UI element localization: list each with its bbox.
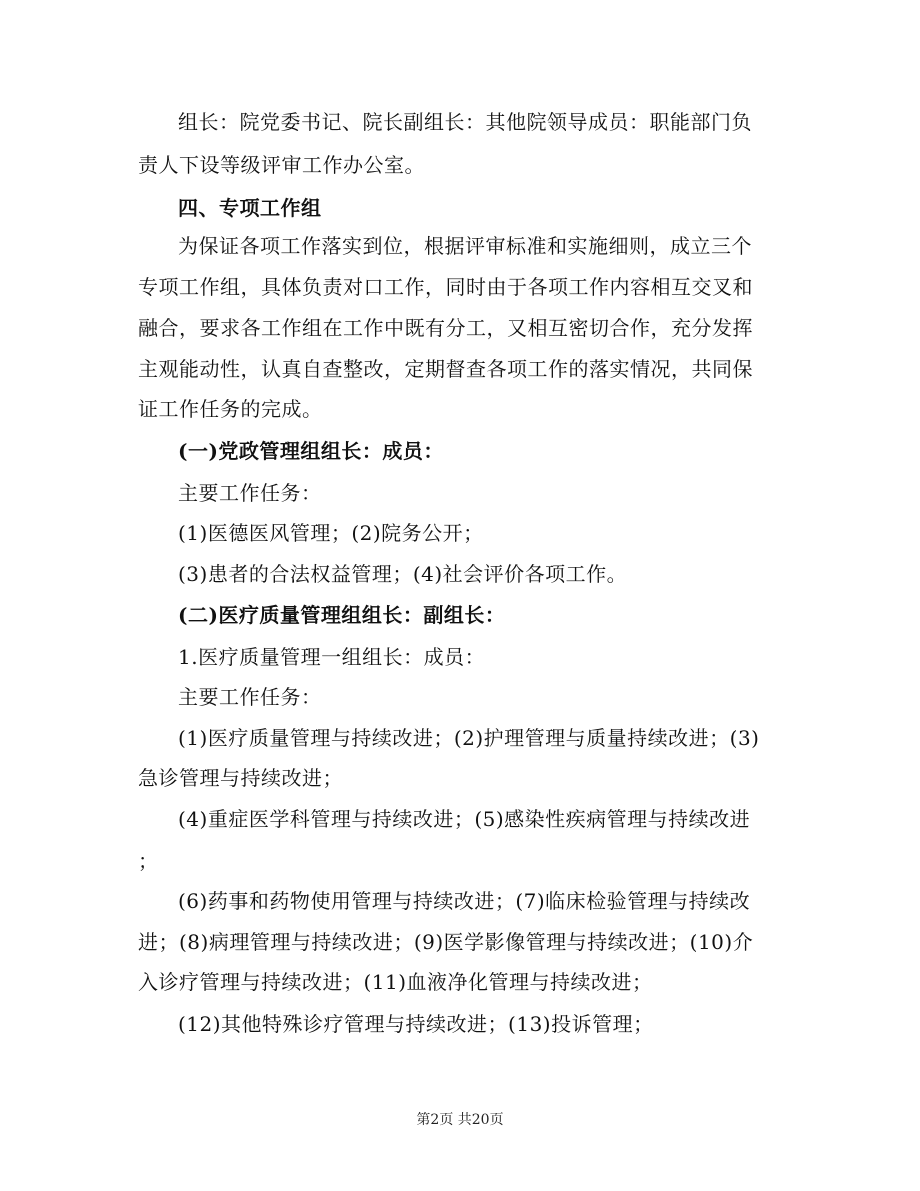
section-heading: 四、专项工作组 bbox=[178, 196, 322, 220]
text-line: 融合，要求各工作组在工作中既有分工，又相互密切合作，充分发挥 bbox=[138, 316, 753, 340]
text-line: ； bbox=[138, 849, 159, 873]
text-line: 1.医疗质量管理一组组长：成员： bbox=[178, 645, 486, 669]
page-number-footer: 第2页 共20页 bbox=[416, 1112, 504, 1128]
text-line: (1)医德医风管理；(2)院务公开； bbox=[178, 521, 484, 545]
text-line: 为保证各项工作落实到位，根据评审标准和实施细则，成立三个 bbox=[178, 234, 752, 258]
text-line: (6)药事和药物使用管理与持续改进；(7)临床检验管理与持续改 bbox=[178, 889, 751, 913]
text-line: 证工作任务的完成。 bbox=[138, 397, 323, 421]
subsection-heading: (一)党政管理组组长：成员： bbox=[178, 439, 444, 463]
subsection-heading: (二)医疗质量管理组组长：副组长： bbox=[178, 603, 506, 627]
text-line: (1)医疗质量管理与持续改进；(2)护理管理与质量持续改进；(3) bbox=[178, 726, 760, 750]
text-line: 急诊管理与持续改进； bbox=[138, 766, 343, 790]
text-line: 专项工作组，具体负责对口工作，同时由于各项工作内容相互交叉和 bbox=[138, 275, 753, 299]
text-line: 进；(8)病理管理与持续改进；(9)医学影像管理与持续改进；(10)介 bbox=[138, 930, 754, 954]
text-line: 组长：院党委书记、院长副组长：其他院领导成员：职能部门负 bbox=[178, 110, 752, 134]
text-line: (3)患者的合法权益管理；(4)社会评价各项工作。 bbox=[178, 562, 628, 586]
text-line: 主观能动性，认真自查整改，定期督查各项工作的落实情况，共同保 bbox=[138, 357, 753, 381]
text-line: 主要工作任务： bbox=[178, 481, 322, 505]
text-line: 责人下设等级评审工作办公室。 bbox=[138, 153, 425, 177]
text-line: 主要工作任务： bbox=[178, 685, 322, 709]
text-line: 入诊疗管理与持续改进；(11)血液净化管理与持续改进； bbox=[138, 970, 653, 994]
text-line: (12)其他特殊诊疗管理与持续改进；(13)投诉管理； bbox=[178, 1012, 654, 1036]
text-line: (4)重症医学科管理与持续改进；(5)感染性疾病管理与持续改进 bbox=[178, 807, 751, 831]
